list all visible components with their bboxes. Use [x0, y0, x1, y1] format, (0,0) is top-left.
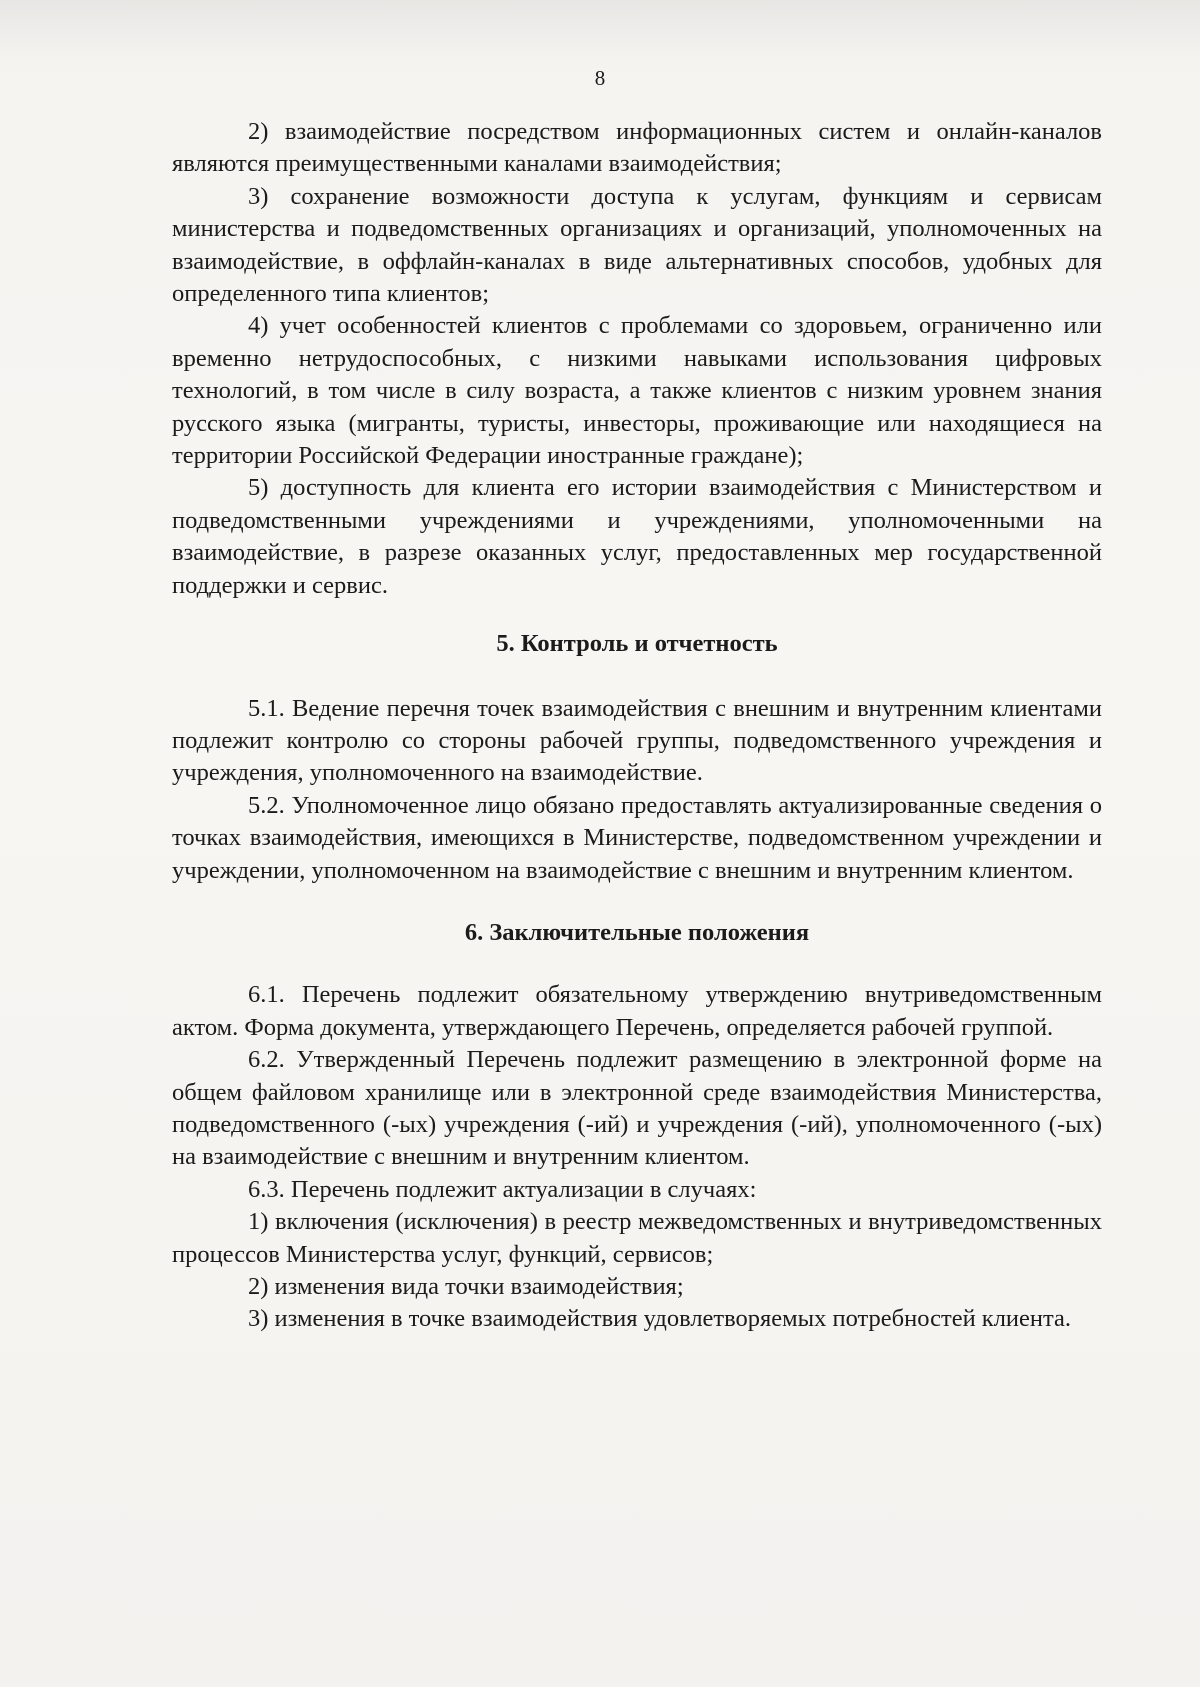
clause-6-2: 6.2. Утвержденный Перечень подлежит размещению в электронной форме на общем файловом хранилище или в электронной среде взаимодействия Министерства, подведомственного (-ых) учреждения (-ий) и учреждения (-ий), уполномоченного (-ых) на взаимодействие с внешним и внутренним клиентом. — [172, 1046, 1102, 1171]
list-item-2: 2) взаимодействие посредством информационных систем и онлайн-каналов являются преимущественными каналами взаимодействия; — [172, 118, 1102, 178]
clause-5-2: 5.2. Уполномоченное лицо обязано предоставлять актуализированные сведения о точках взаимодействия, имеющихся в Министерстве, подведомственном учреждении и учреждении, уполномоченном на взаимодействие с внешним и внутренним клиентом. — [172, 791, 1102, 884]
clause-6-3-item-1: 1) включения (исключения) в реестр межведомственных и внутриведомственных процессов Министерства услуг, функций, сервисов; — [172, 1208, 1102, 1268]
clause-6-3-item-3: 3) изменения в точке взаимодействия удовлетворяемых потребностей клиента. — [248, 1305, 1072, 1333]
scan-shadow — [0, 0, 1200, 60]
clause-6-1: 6.1. Перечень подлежит обязательному утверждению внутриведомственным актом. Форма документа, утверждающего Перечень, определяется рабочей группой. — [172, 981, 1102, 1041]
section-6-heading: 6. Заключительные положения — [464, 918, 810, 946]
document-body — [172, 116, 1102, 1336]
list-item-4: 4) учет особенностей клиентов с проблемами со здоровьем, ограниченно или временно нетрудоспособных, с низкими навыками использования цифровых технологий, в том числе в силу возраста, а также клиентов с низким уровнем знания русского языка (мигранты, туристы, инвесторы, проживающие или находящиеся на территории Российской Федерации иностранные граждане); — [172, 312, 1102, 470]
clause-6-3-item-2: 2) изменения вида точки взаимодействия; — [248, 1273, 684, 1300]
clause-6-3: 6.3. Перечень подлежит актуализации в случаях: — [248, 1175, 757, 1203]
list-item-3: 3) сохранение возможности доступа к услугам, функциям и сервисам министерства и подведомственных организациях и организаций, уполномоченных на взаимодействие, в оффлайн-каналах в виде альтернативных способов, удобных для определенного типа клиентов; — [172, 182, 1102, 308]
list-item-5: 5) доступность для клиента его истории взаимодействия с Министерством и подведомственными учреждениями и учреждениями, уполномоченными на взаимодействие, в разрезе оказанных услуг, предоставленных мер государственной поддержки и сервис. — [172, 474, 1102, 599]
page-number: 8 — [594, 66, 606, 90]
section-5-heading: 5. Контроль и отчетность — [496, 630, 778, 658]
clause-5-1: 5.1. Ведение перечня точек взаимодействия с внешним и внутренним клиентами подлежит контролю со стороны рабочей группы, подведомственного учреждения и учреждения, уполномоченного на взаимодействие. — [172, 694, 1102, 787]
